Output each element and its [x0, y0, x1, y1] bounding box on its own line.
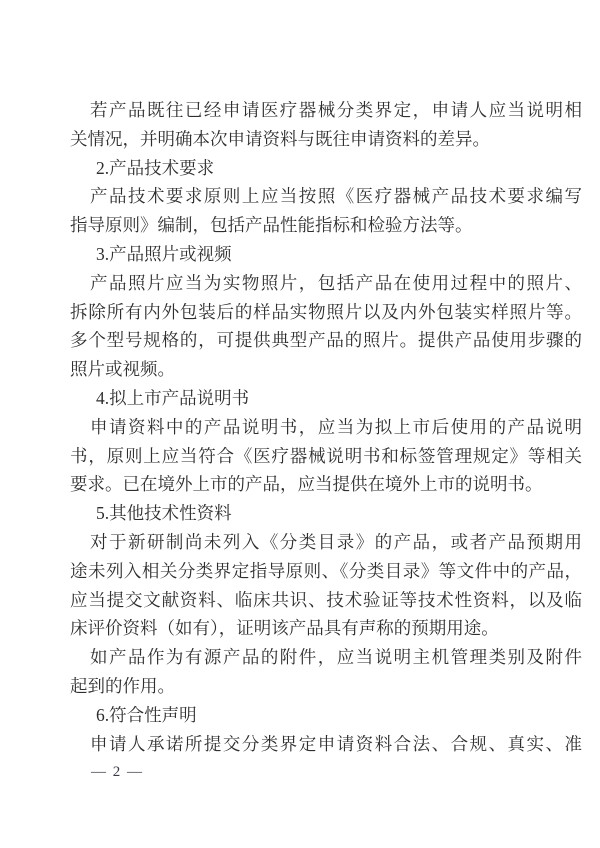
paragraph-line: 对于新研制尚未列入《分类目录》的产品，或者产品预期用 [90, 531, 582, 552]
section-heading-2: 2.产品技术要求 [96, 157, 215, 178]
paragraph-line: 关情况，并明确本次申请资料与既往申请资料的差异。 [70, 128, 490, 149]
paragraph-line: 产品照片应当为实物照片，包括产品在使用过程中的照片、 [90, 272, 582, 293]
paragraph-line: 照片或视频。 [70, 359, 175, 380]
paragraph-line: 多个型号规格的，可提供典型产品的照片。提供产品使用步骤的 [70, 330, 582, 351]
paragraph-line: 拆除所有内外包装后的样品实物照片以及内外包装实样照片等。 [70, 301, 582, 322]
section-heading-4: 4.拟上市产品说明书 [96, 387, 250, 408]
paragraph-line: 起到的作用。 [70, 675, 175, 696]
paragraph-line: 若产品既往已经申请医疗器械分类界定，申请人应当说明相 [90, 100, 582, 120]
paragraph-line: 途未列入相关分类界定指导原则、《分类目录》等文件中的产品， [70, 560, 582, 581]
paragraph-line: 书，原则上应当符合《医疗器械说明书和标签管理规定》等相关 [70, 445, 582, 466]
paragraph-line: 如产品作为有源产品的附件，应当说明主机管理类别及附件 [90, 647, 582, 668]
section-heading-5: 5.其他技术性资料 [96, 503, 232, 524]
paragraph-line: 要求。已在境外上市的产品，应当提供在境外上市的说明书。 [70, 474, 543, 495]
page-number: — 2 — [91, 764, 144, 780]
section-heading-3: 3.产品照片或视频 [96, 243, 232, 264]
document-body [70, 96, 582, 758]
section-heading-6: 6.符合性声明 [96, 704, 197, 725]
paragraph-line: 申请资料中的产品说明书，应当为拟上市后使用的产品说明 [90, 416, 582, 437]
paragraph-line: 床评价资料（如有），证明该产品具有声称的预期用途。 [70, 618, 499, 639]
paragraph-line: 应当提交文献资料、临床共识、技术验证等技术性资料，以及临 [70, 589, 582, 610]
paragraph-line: 申请人承诺所提交分类界定申请资料合法、合规、真实、准 [90, 733, 582, 754]
paragraph-line: 指导原则》编制，包括产品性能指标和检验方法等。 [70, 215, 473, 236]
paragraph-line: 产品技术要求原则上应当按照《医疗器械产品技术要求编写 [90, 186, 582, 207]
